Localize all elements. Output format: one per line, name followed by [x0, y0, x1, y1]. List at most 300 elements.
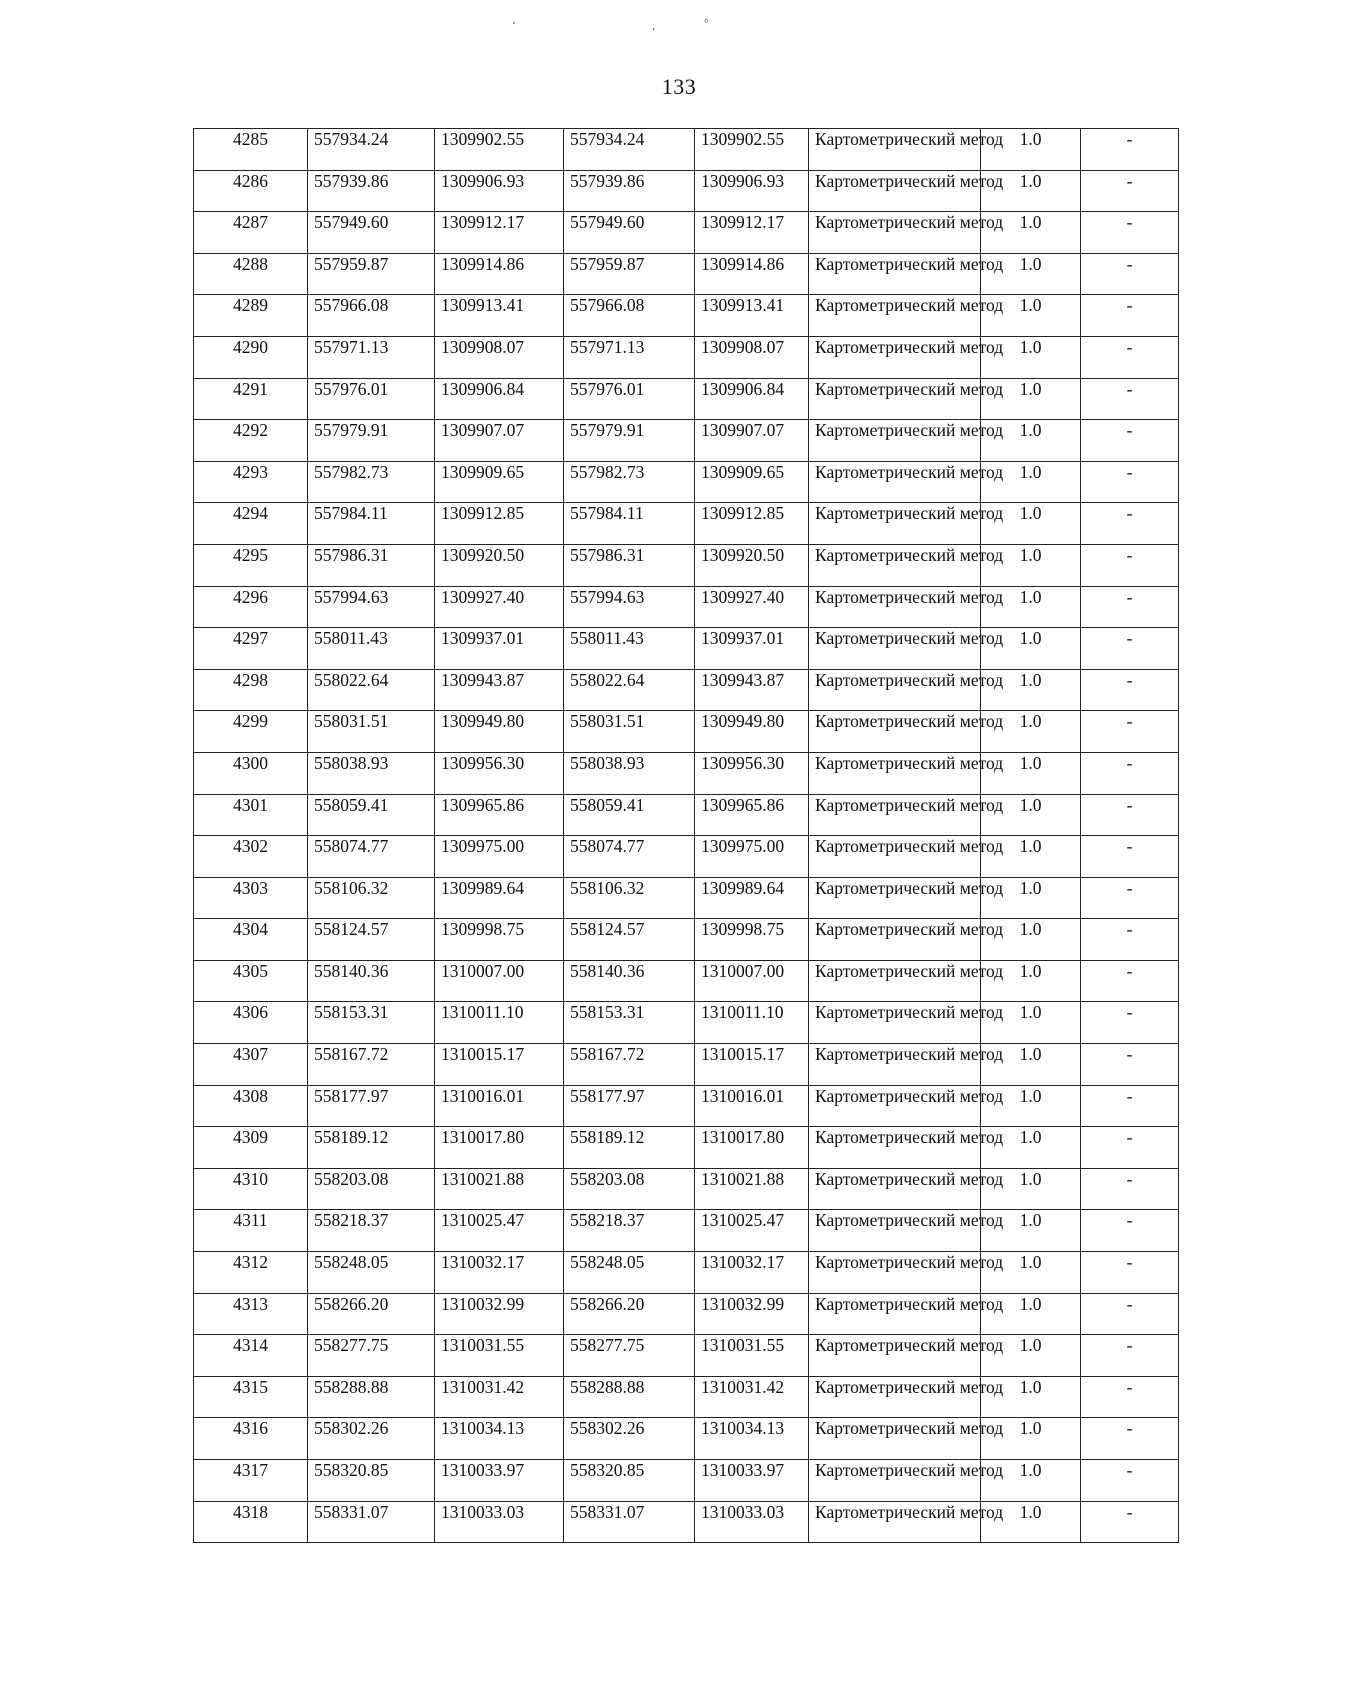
note-cell: - — [1081, 1501, 1179, 1543]
accuracy-cell: 1.0 — [981, 1210, 1081, 1252]
method-cell: Картометрический метод — [809, 170, 981, 212]
scan-speck: ° — [704, 16, 709, 30]
point-number: 4306 — [194, 1002, 308, 1044]
x-coordinate-new: 558320.85 — [564, 1460, 695, 1502]
method-cell: Картометрический метод — [809, 503, 981, 545]
point-number: 4300 — [194, 752, 308, 794]
table-row — [194, 253, 1179, 295]
note-cell: - — [1081, 628, 1179, 670]
x-coordinate: 558203.08 — [308, 1168, 435, 1210]
accuracy-cell: 1.0 — [981, 1293, 1081, 1335]
accuracy-cell: 1.0 — [981, 1127, 1081, 1169]
method-cell: Картометрический метод — [809, 1418, 981, 1460]
x-coordinate-new: 557949.60 — [564, 212, 695, 254]
note-cell: - — [1081, 1168, 1179, 1210]
point-number: 4310 — [194, 1168, 308, 1210]
note-cell: - — [1081, 295, 1179, 337]
y-coordinate: 1309913.41 — [435, 295, 564, 337]
note-cell: - — [1081, 586, 1179, 628]
accuracy-cell: 1.0 — [981, 1501, 1081, 1543]
table-row — [194, 960, 1179, 1002]
x-coordinate-new: 558022.64 — [564, 669, 695, 711]
x-coordinate: 558140.36 — [308, 960, 435, 1002]
x-coordinate-new: 557994.63 — [564, 586, 695, 628]
method-cell: Картометрический метод — [809, 711, 981, 753]
y-coordinate: 1310033.03 — [435, 1501, 564, 1543]
method-cell: Картометрический метод — [809, 420, 981, 462]
y-coordinate: 1310017.80 — [435, 1127, 564, 1169]
y-coordinate: 1309965.86 — [435, 794, 564, 836]
point-number: 4290 — [194, 336, 308, 378]
x-coordinate: 557939.86 — [308, 170, 435, 212]
table-row — [194, 1335, 1179, 1377]
y-coordinate: 1310032.17 — [435, 1252, 564, 1294]
x-coordinate-new: 557986.31 — [564, 544, 695, 586]
table-row — [194, 794, 1179, 836]
note-cell: - — [1081, 1127, 1179, 1169]
accuracy-cell: 1.0 — [981, 877, 1081, 919]
table-row — [194, 919, 1179, 961]
y-coordinate-new: 1309989.64 — [695, 877, 809, 919]
x-coordinate-new: 558277.75 — [564, 1335, 695, 1377]
x-coordinate: 557949.60 — [308, 212, 435, 254]
accuracy-cell: 1.0 — [981, 212, 1081, 254]
accuracy-cell: 1.0 — [981, 586, 1081, 628]
table-row — [194, 711, 1179, 753]
method-cell: Картометрический метод — [809, 461, 981, 503]
x-coordinate-new: 558153.31 — [564, 1002, 695, 1044]
point-number: 4318 — [194, 1501, 308, 1543]
y-coordinate-new: 1309909.65 — [695, 461, 809, 503]
point-number: 4307 — [194, 1044, 308, 1086]
x-coordinate: 558153.31 — [308, 1002, 435, 1044]
y-coordinate-new: 1310033.97 — [695, 1460, 809, 1502]
table-row — [194, 336, 1179, 378]
method-cell: Картометрический метод — [809, 1168, 981, 1210]
point-number: 4317 — [194, 1460, 308, 1502]
x-coordinate-new: 558167.72 — [564, 1044, 695, 1086]
x-coordinate-new: 558140.36 — [564, 960, 695, 1002]
y-coordinate-new: 1309906.93 — [695, 170, 809, 212]
point-number: 4297 — [194, 628, 308, 670]
note-cell: - — [1081, 1376, 1179, 1418]
table-row — [194, 295, 1179, 337]
x-coordinate: 558189.12 — [308, 1127, 435, 1169]
x-coordinate-new: 558248.05 — [564, 1252, 695, 1294]
x-coordinate: 557984.11 — [308, 503, 435, 545]
x-coordinate-new: 557959.87 — [564, 253, 695, 295]
note-cell: - — [1081, 461, 1179, 503]
note-cell: - — [1081, 960, 1179, 1002]
note-cell: - — [1081, 129, 1179, 171]
x-coordinate: 557971.13 — [308, 336, 435, 378]
table-row — [194, 628, 1179, 670]
method-cell: Картометрический метод — [809, 1044, 981, 1086]
accuracy-cell: 1.0 — [981, 544, 1081, 586]
x-coordinate: 558011.43 — [308, 628, 435, 670]
note-cell: - — [1081, 503, 1179, 545]
point-number: 4299 — [194, 711, 308, 753]
note-cell: - — [1081, 1002, 1179, 1044]
accuracy-cell: 1.0 — [981, 336, 1081, 378]
point-number: 4313 — [194, 1293, 308, 1335]
x-coordinate: 558320.85 — [308, 1460, 435, 1502]
accuracy-cell: 1.0 — [981, 420, 1081, 462]
point-number: 4308 — [194, 1085, 308, 1127]
table-row — [194, 378, 1179, 420]
y-coordinate: 1309956.30 — [435, 752, 564, 794]
y-coordinate: 1309908.07 — [435, 336, 564, 378]
x-coordinate: 558106.32 — [308, 877, 435, 919]
y-coordinate-new: 1309998.75 — [695, 919, 809, 961]
note-cell: - — [1081, 1252, 1179, 1294]
y-coordinate-new: 1309920.50 — [695, 544, 809, 586]
point-number: 4309 — [194, 1127, 308, 1169]
point-number: 4292 — [194, 420, 308, 462]
accuracy-cell: 1.0 — [981, 129, 1081, 171]
note-cell: - — [1081, 1085, 1179, 1127]
x-coordinate-new: 557939.86 — [564, 170, 695, 212]
method-cell: Картометрический метод — [809, 669, 981, 711]
accuracy-cell: 1.0 — [981, 1085, 1081, 1127]
y-coordinate: 1310011.10 — [435, 1002, 564, 1044]
note-cell: - — [1081, 1460, 1179, 1502]
y-coordinate-new: 1309908.07 — [695, 336, 809, 378]
accuracy-cell: 1.0 — [981, 1460, 1081, 1502]
note-cell: - — [1081, 253, 1179, 295]
y-coordinate: 1310016.01 — [435, 1085, 564, 1127]
y-coordinate: 1309906.84 — [435, 378, 564, 420]
x-coordinate-new: 558302.26 — [564, 1418, 695, 1460]
point-number: 4291 — [194, 378, 308, 420]
point-number: 4298 — [194, 669, 308, 711]
x-coordinate-new: 557984.11 — [564, 503, 695, 545]
point-number: 4311 — [194, 1210, 308, 1252]
y-coordinate-new: 1309913.41 — [695, 295, 809, 337]
y-coordinate: 1310015.17 — [435, 1044, 564, 1086]
method-cell: Картометрический метод — [809, 919, 981, 961]
note-cell: - — [1081, 544, 1179, 586]
y-coordinate-new: 1310016.01 — [695, 1085, 809, 1127]
y-coordinate: 1310007.00 — [435, 960, 564, 1002]
x-coordinate: 558031.51 — [308, 711, 435, 753]
x-coordinate-new: 557982.73 — [564, 461, 695, 503]
accuracy-cell: 1.0 — [981, 1335, 1081, 1377]
table-row — [194, 836, 1179, 878]
accuracy-cell: 1.0 — [981, 461, 1081, 503]
method-cell: Картометрический метод — [809, 1210, 981, 1252]
method-cell: Картометрический метод — [809, 544, 981, 586]
page-number: 133 — [661, 74, 697, 99]
table-row — [194, 586, 1179, 628]
accuracy-cell: 1.0 — [981, 378, 1081, 420]
method-cell: Картометрический метод — [809, 960, 981, 1002]
method-cell: Картометрический метод — [809, 378, 981, 420]
table-row — [194, 1460, 1179, 1502]
x-coordinate-new: 558059.41 — [564, 794, 695, 836]
y-coordinate-new: 1309975.00 — [695, 836, 809, 878]
method-cell: Картометрический метод — [809, 1002, 981, 1044]
x-coordinate-new: 557971.13 — [564, 336, 695, 378]
point-number: 4296 — [194, 586, 308, 628]
table-body — [194, 129, 1179, 1543]
y-coordinate-new: 1309912.17 — [695, 212, 809, 254]
coordinates-table — [193, 128, 1179, 1543]
note-cell: - — [1081, 752, 1179, 794]
x-coordinate: 558124.57 — [308, 919, 435, 961]
y-coordinate: 1310031.42 — [435, 1376, 564, 1418]
y-coordinate: 1309989.64 — [435, 877, 564, 919]
method-cell: Картометрический метод — [809, 628, 981, 670]
method-cell: Картометрический метод — [809, 1460, 981, 1502]
method-cell: Картометрический метод — [809, 1376, 981, 1418]
point-number: 4304 — [194, 919, 308, 961]
y-coordinate-new: 1310021.88 — [695, 1168, 809, 1210]
method-cell: Картометрический метод — [809, 212, 981, 254]
x-coordinate-new: 558218.37 — [564, 1210, 695, 1252]
table-row — [194, 1501, 1179, 1543]
note-cell: - — [1081, 1418, 1179, 1460]
x-coordinate: 558331.07 — [308, 1501, 435, 1543]
x-coordinate-new: 557934.24 — [564, 129, 695, 171]
x-coordinate-new: 557966.08 — [564, 295, 695, 337]
accuracy-cell: 1.0 — [981, 752, 1081, 794]
y-coordinate-new: 1310034.13 — [695, 1418, 809, 1460]
accuracy-cell: 1.0 — [981, 628, 1081, 670]
table-row — [194, 1002, 1179, 1044]
y-coordinate: 1309914.86 — [435, 253, 564, 295]
x-coordinate: 558022.64 — [308, 669, 435, 711]
point-number: 4302 — [194, 836, 308, 878]
scan-speck: ‘ — [512, 18, 516, 32]
accuracy-cell: 1.0 — [981, 503, 1081, 545]
table-row — [194, 1252, 1179, 1294]
x-coordinate: 557994.63 — [308, 586, 435, 628]
x-coordinate: 558218.37 — [308, 1210, 435, 1252]
note-cell: - — [1081, 877, 1179, 919]
method-cell: Картометрический метод — [809, 253, 981, 295]
accuracy-cell: 1.0 — [981, 1418, 1081, 1460]
x-coordinate-new: 558177.97 — [564, 1085, 695, 1127]
x-coordinate: 558302.26 — [308, 1418, 435, 1460]
x-coordinate: 558167.72 — [308, 1044, 435, 1086]
y-coordinate: 1309998.75 — [435, 919, 564, 961]
x-coordinate-new: 558031.51 — [564, 711, 695, 753]
method-cell: Картометрический метод — [809, 1501, 981, 1543]
note-cell: - — [1081, 1335, 1179, 1377]
point-number: 4295 — [194, 544, 308, 586]
x-coordinate: 558177.97 — [308, 1085, 435, 1127]
note-cell: - — [1081, 794, 1179, 836]
table-row — [194, 1044, 1179, 1086]
table-row — [194, 544, 1179, 586]
y-coordinate: 1309907.07 — [435, 420, 564, 462]
x-coordinate: 557986.31 — [308, 544, 435, 586]
accuracy-cell: 1.0 — [981, 919, 1081, 961]
y-coordinate-new: 1309912.85 — [695, 503, 809, 545]
y-coordinate: 1309902.55 — [435, 129, 564, 171]
method-cell: Картометрический метод — [809, 1335, 981, 1377]
point-number: 4294 — [194, 503, 308, 545]
y-coordinate-new: 1309907.07 — [695, 420, 809, 462]
table-row — [194, 1085, 1179, 1127]
x-coordinate: 557934.24 — [308, 129, 435, 171]
x-coordinate: 558288.88 — [308, 1376, 435, 1418]
x-coordinate-new: 558266.20 — [564, 1293, 695, 1335]
y-coordinate: 1309927.40 — [435, 586, 564, 628]
method-cell: Картометрический метод — [809, 836, 981, 878]
note-cell: - — [1081, 212, 1179, 254]
x-coordinate: 557979.91 — [308, 420, 435, 462]
note-cell: - — [1081, 1210, 1179, 1252]
accuracy-cell: 1.0 — [981, 794, 1081, 836]
note-cell: - — [1081, 1293, 1179, 1335]
accuracy-cell: 1.0 — [981, 1168, 1081, 1210]
point-number: 4303 — [194, 877, 308, 919]
accuracy-cell: 1.0 — [981, 711, 1081, 753]
method-cell: Картометрический метод — [809, 877, 981, 919]
x-coordinate: 558074.77 — [308, 836, 435, 878]
table-row — [194, 420, 1179, 462]
x-coordinate-new: 558189.12 — [564, 1127, 695, 1169]
note-cell: - — [1081, 711, 1179, 753]
table-row — [194, 1376, 1179, 1418]
note-cell: - — [1081, 919, 1179, 961]
y-coordinate: 1309909.65 — [435, 461, 564, 503]
accuracy-cell: 1.0 — [981, 1376, 1081, 1418]
y-coordinate: 1309949.80 — [435, 711, 564, 753]
table-row — [194, 1168, 1179, 1210]
y-coordinate-new: 1309949.80 — [695, 711, 809, 753]
y-coordinate-new: 1310033.03 — [695, 1501, 809, 1543]
point-number: 4305 — [194, 960, 308, 1002]
x-coordinate: 558266.20 — [308, 1293, 435, 1335]
point-number: 4314 — [194, 1335, 308, 1377]
table-row — [194, 1293, 1179, 1335]
y-coordinate: 1310025.47 — [435, 1210, 564, 1252]
accuracy-cell: 1.0 — [981, 1044, 1081, 1086]
x-coordinate: 557959.87 — [308, 253, 435, 295]
y-coordinate-new: 1310017.80 — [695, 1127, 809, 1169]
method-cell: Картометрический метод — [809, 1293, 981, 1335]
table-row — [194, 1210, 1179, 1252]
y-coordinate-new: 1310015.17 — [695, 1044, 809, 1086]
x-coordinate-new: 558331.07 — [564, 1501, 695, 1543]
y-coordinate-new: 1310032.17 — [695, 1252, 809, 1294]
y-coordinate-new: 1309943.87 — [695, 669, 809, 711]
method-cell: Картометрический метод — [809, 1252, 981, 1294]
y-coordinate: 1309943.87 — [435, 669, 564, 711]
note-cell: - — [1081, 336, 1179, 378]
y-coordinate: 1310031.55 — [435, 1335, 564, 1377]
method-cell: Картометрический метод — [809, 1085, 981, 1127]
accuracy-cell: 1.0 — [981, 1002, 1081, 1044]
x-coordinate-new: 557976.01 — [564, 378, 695, 420]
accuracy-cell: 1.0 — [981, 295, 1081, 337]
table-row — [194, 1418, 1179, 1460]
x-coordinate: 558059.41 — [308, 794, 435, 836]
x-coordinate: 558277.75 — [308, 1335, 435, 1377]
y-coordinate-new: 1310007.00 — [695, 960, 809, 1002]
y-coordinate: 1309912.17 — [435, 212, 564, 254]
point-number: 4312 — [194, 1252, 308, 1294]
x-coordinate-new: 558106.32 — [564, 877, 695, 919]
accuracy-cell: 1.0 — [981, 669, 1081, 711]
table-row — [194, 877, 1179, 919]
table-row — [194, 170, 1179, 212]
point-number: 4287 — [194, 212, 308, 254]
point-number: 4293 — [194, 461, 308, 503]
note-cell: - — [1081, 1044, 1179, 1086]
y-coordinate: 1310033.97 — [435, 1460, 564, 1502]
y-coordinate-new: 1309902.55 — [695, 129, 809, 171]
x-coordinate: 557982.73 — [308, 461, 435, 503]
y-coordinate: 1310034.13 — [435, 1418, 564, 1460]
method-cell: Картометрический метод — [809, 336, 981, 378]
y-coordinate-new: 1310031.42 — [695, 1376, 809, 1418]
x-coordinate-new: 557979.91 — [564, 420, 695, 462]
table-row — [194, 669, 1179, 711]
method-cell: Картометрический метод — [809, 295, 981, 337]
accuracy-cell: 1.0 — [981, 253, 1081, 295]
method-cell: Картометрический метод — [809, 794, 981, 836]
accuracy-cell: 1.0 — [981, 960, 1081, 1002]
note-cell: - — [1081, 669, 1179, 711]
note-cell: - — [1081, 836, 1179, 878]
note-cell: - — [1081, 170, 1179, 212]
x-coordinate: 557966.08 — [308, 295, 435, 337]
y-coordinate-new: 1309937.01 — [695, 628, 809, 670]
y-coordinate-new: 1309906.84 — [695, 378, 809, 420]
scan-speck: , — [652, 18, 655, 32]
accuracy-cell: 1.0 — [981, 170, 1081, 212]
x-coordinate-new: 558074.77 — [564, 836, 695, 878]
y-coordinate: 1310032.99 — [435, 1293, 564, 1335]
point-number: 4285 — [194, 129, 308, 171]
y-coordinate-new: 1310032.99 — [695, 1293, 809, 1335]
point-number: 4316 — [194, 1418, 308, 1460]
y-coordinate-new: 1309965.86 — [695, 794, 809, 836]
point-number: 4315 — [194, 1376, 308, 1418]
x-coordinate-new: 558124.57 — [564, 919, 695, 961]
table-row — [194, 1127, 1179, 1169]
y-coordinate-new: 1310031.55 — [695, 1335, 809, 1377]
method-cell: Картометрический метод — [809, 129, 981, 171]
y-coordinate-new: 1309927.40 — [695, 586, 809, 628]
point-number: 4288 — [194, 253, 308, 295]
note-cell: - — [1081, 420, 1179, 462]
accuracy-cell: 1.0 — [981, 1252, 1081, 1294]
method-cell: Картометрический метод — [809, 1127, 981, 1169]
y-coordinate: 1309937.01 — [435, 628, 564, 670]
x-coordinate-new: 558038.93 — [564, 752, 695, 794]
y-coordinate-new: 1309914.86 — [695, 253, 809, 295]
y-coordinate-new: 1310025.47 — [695, 1210, 809, 1252]
x-coordinate: 558038.93 — [308, 752, 435, 794]
x-coordinate: 558248.05 — [308, 1252, 435, 1294]
y-coordinate: 1310021.88 — [435, 1168, 564, 1210]
x-coordinate: 557976.01 — [308, 378, 435, 420]
point-number: 4301 — [194, 794, 308, 836]
y-coordinate: 1309975.00 — [435, 836, 564, 878]
accuracy-cell: 1.0 — [981, 836, 1081, 878]
method-cell: Картометрический метод — [809, 586, 981, 628]
y-coordinate-new: 1310011.10 — [695, 1002, 809, 1044]
table-row — [194, 212, 1179, 254]
x-coordinate-new: 558203.08 — [564, 1168, 695, 1210]
y-coordinate: 1309912.85 — [435, 503, 564, 545]
note-cell: - — [1081, 378, 1179, 420]
